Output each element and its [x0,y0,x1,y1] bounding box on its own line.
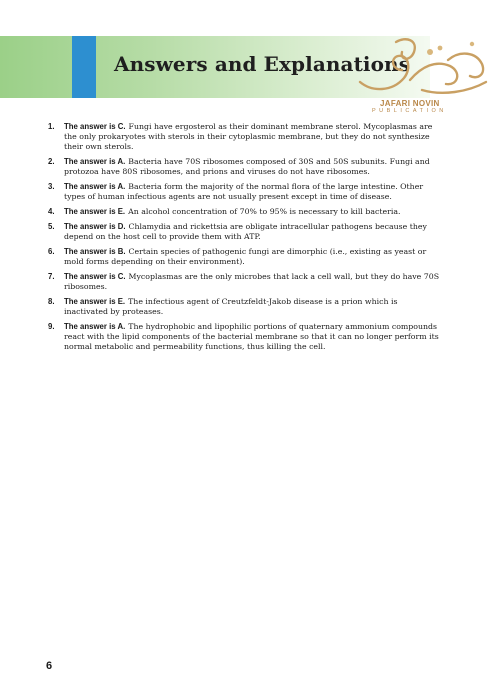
answer-number: 6. [48,247,55,256]
answer-body [64,297,440,317]
answer-item [48,222,440,242]
answer-number: 9. [48,322,55,331]
answer-item [48,157,440,177]
answer-number: 3. [48,182,55,191]
answer-number: 8. [48,297,55,306]
answer-body [64,157,440,177]
brand-name: JAFARI NOVIN [380,99,440,108]
answer-lead: The answer is D. [64,222,126,231]
answer-body [64,207,440,217]
page-title: Answers and Explanations [114,52,411,76]
answer-item [48,247,440,267]
answer-text: Mycoplasmas are the only microbes that lack a cell wall, but they do have 70S ribosomes. [64,272,440,291]
answer-text: Bacteria form the majority of the normal flora of the large intestine. Other types of human infectious agents are not usually present except in time of disease. [64,182,424,201]
page-number: 6 [46,660,53,672]
header-accent-bar [72,36,96,98]
answer-lead: The answer is A. [64,322,126,331]
answer-item [48,272,440,292]
answer-lead: The answer is B. [64,247,126,256]
answer-text: The infectious agent of Creutzfeldt-Jakob disease is a prion which is inactivated by proteases. [64,297,398,316]
answer-item [48,182,440,202]
answer-number: 5. [48,222,55,231]
answer-number: 1. [48,122,55,131]
answer-item [48,297,440,317]
answer-text: Chlamydia and rickettsia are obligate intracellular pathogens because they depend on the host cell to provide them with ATP. [64,222,427,241]
brand-subtitle: PUBLICATION [372,108,447,114]
answer-item [48,322,440,352]
answer-text: Fungi have ergosterol as their dominant membrane sterol. Mycoplasmas are the only prokaryotes with sterols in their cytoplasmic membrane, but they do not synthesize their own sterols. [64,122,433,151]
answer-body [64,322,440,352]
answer-lead: The answer is A. [64,182,126,191]
answer-number: 7. [48,272,55,281]
answer-body [64,182,440,202]
publisher-logo-icon [352,30,492,102]
answer-number: 4. [48,207,55,216]
answer-body [64,272,440,292]
answer-text: An alcohol concentration of 70% to 95% is necessary to kill bacteria. [128,207,401,216]
answer-text: Bacteria have 70S ribosomes composed of 30S and 50S subunits. Fungi and protozoa have 80S ribosomes, and prions and viruses do not have ribosomes. [64,157,430,176]
answer-item [48,207,440,217]
answer-text: Certain species of pathogenic fungi are dimorphic (i.e., existing as yeast or mold forms depending on their environment). [64,247,427,266]
answer-lead: The answer is C. [64,272,126,281]
answer-body [64,247,440,267]
answer-lead: The answer is E. [64,207,126,216]
answer-item [48,122,440,152]
answer-body [64,122,440,152]
answer-lead: The answer is A. [64,157,126,166]
answer-lead: The answer is E. [64,297,126,306]
answer-lead: The answer is C. [64,122,126,131]
answer-text: The hydrophobic and lipophilic portions of quaternary ammonium compounds react with the lipid components of the bacterial membrane so that it can no longer perform its normal metabolic and permeability functions, thus killing the cell. [64,322,439,351]
answer-list [48,122,440,357]
answer-body [64,222,440,242]
answer-number: 2. [48,157,55,166]
